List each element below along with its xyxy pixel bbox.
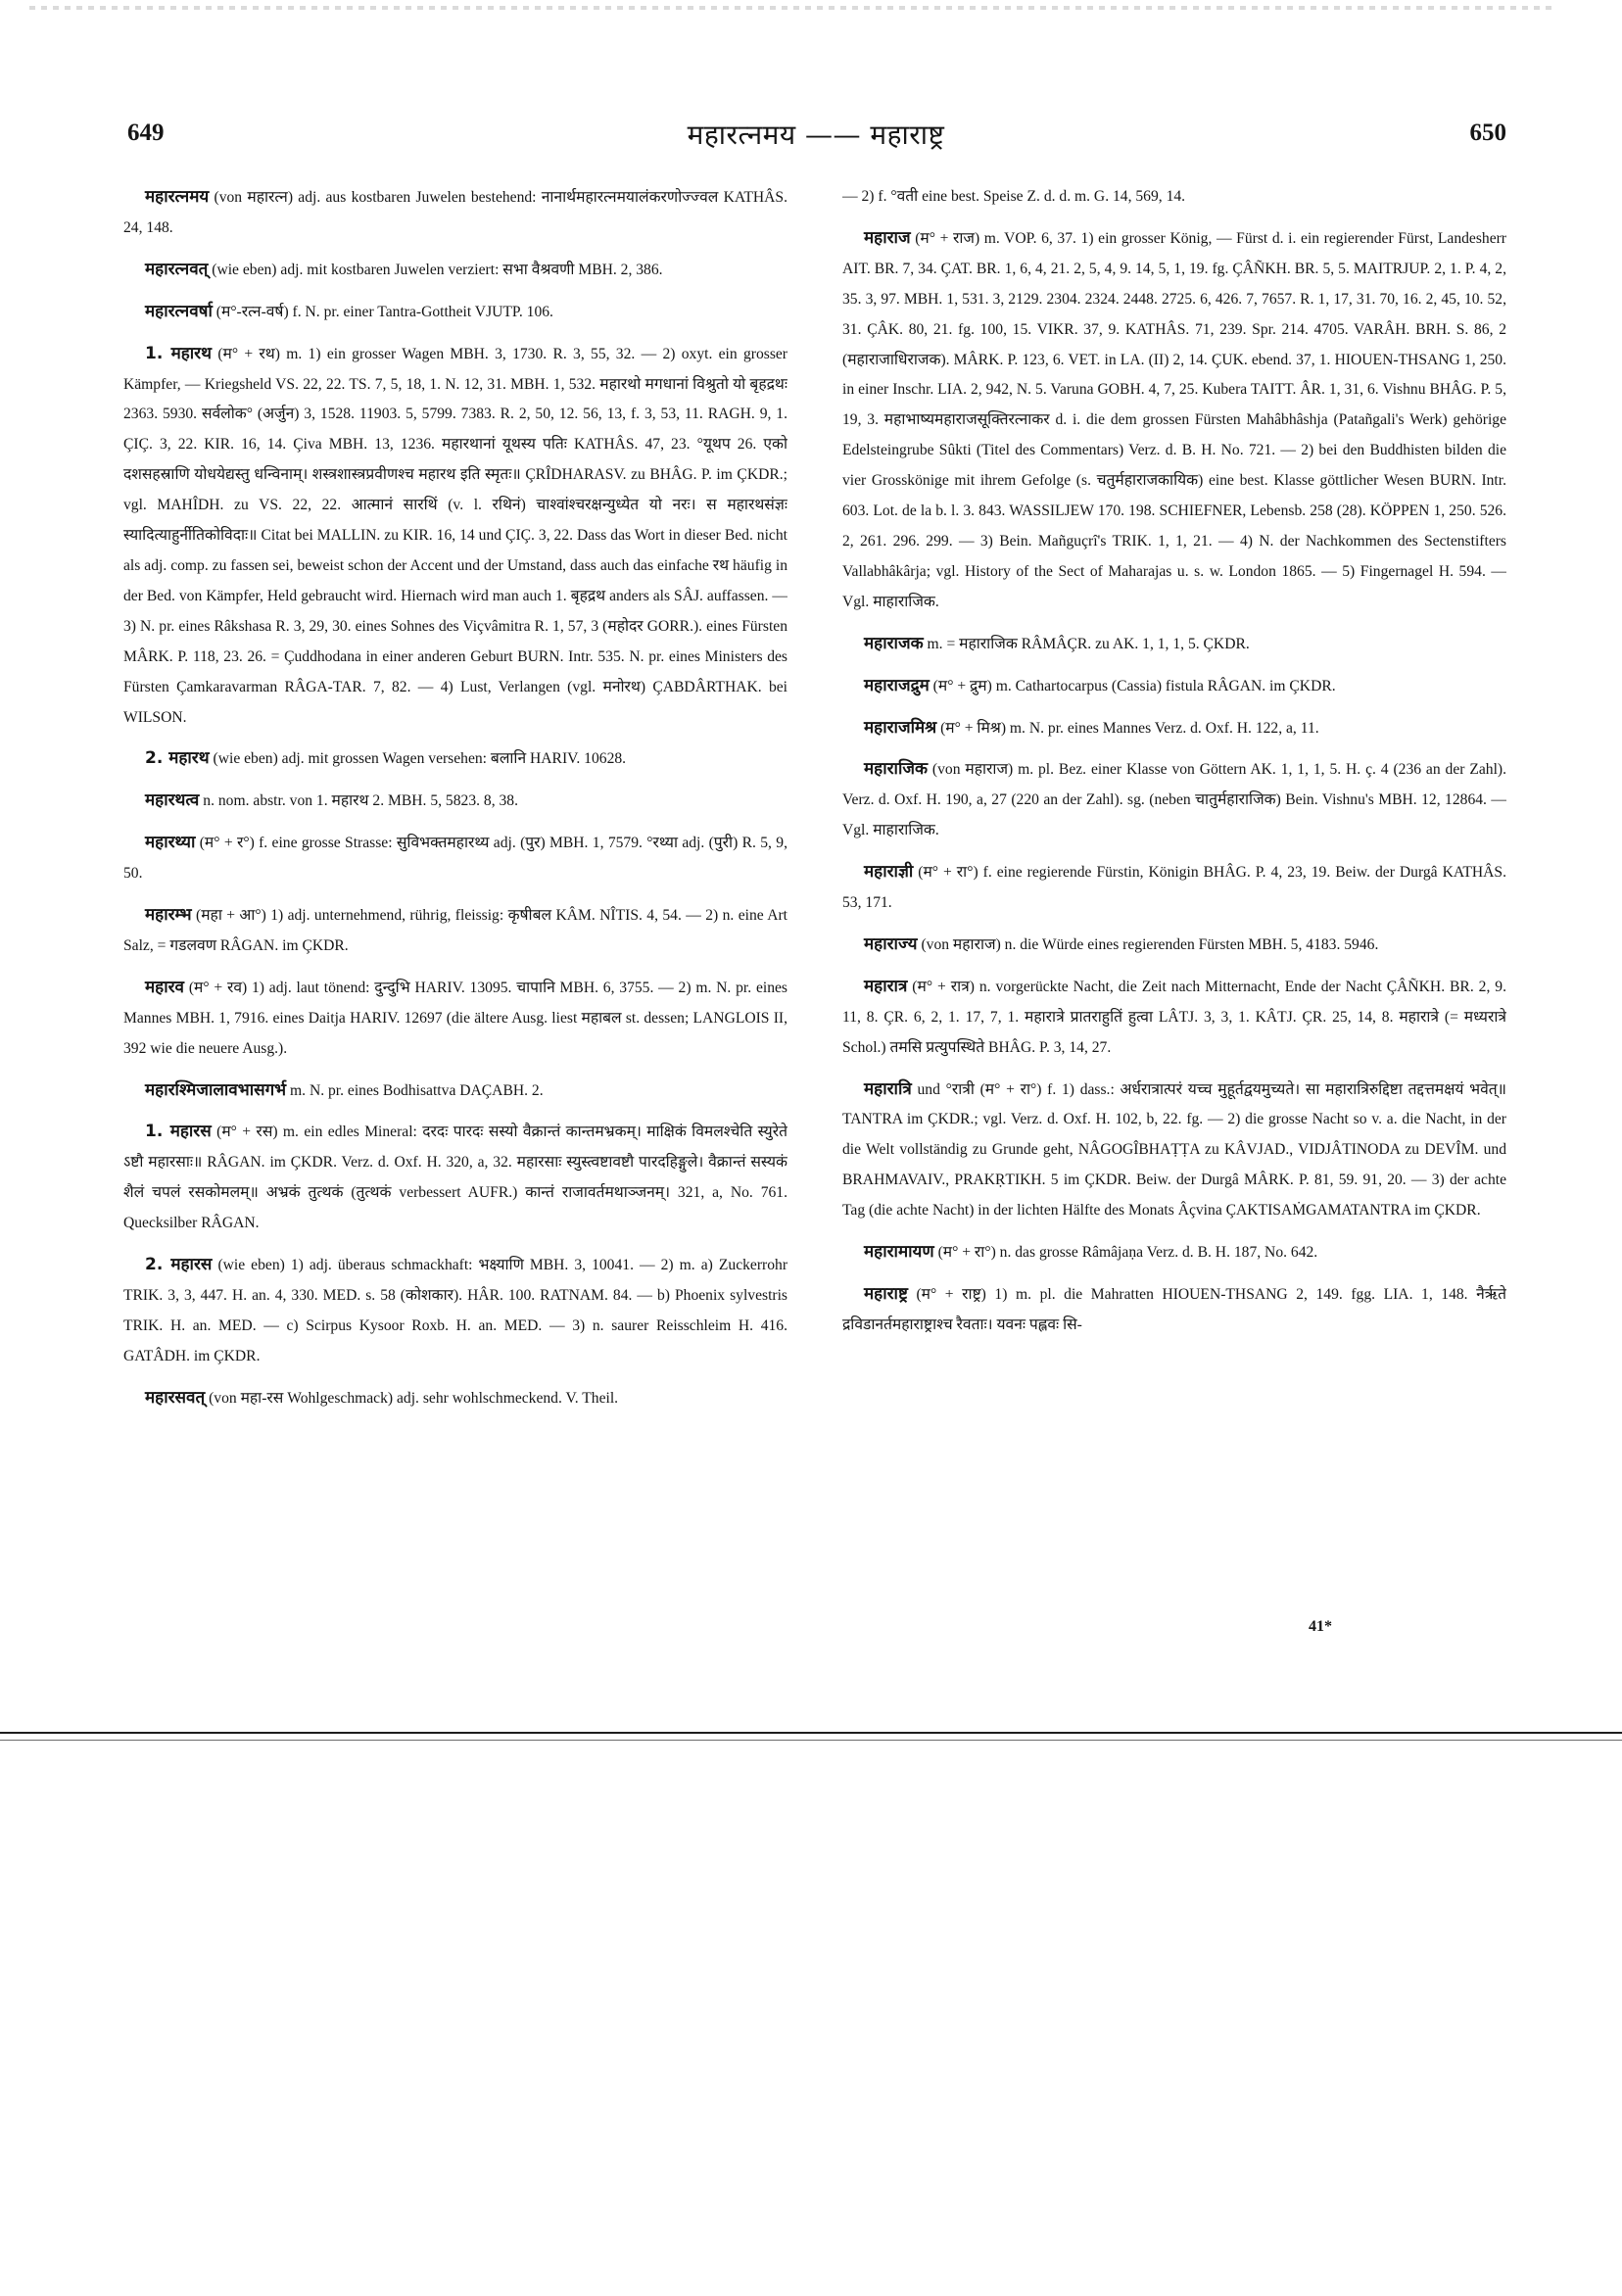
dictionary-entry [842,1237,1506,1268]
entry-lemma: महारव [145,977,185,997]
entry-text: (von महारत्न) adj. aus kostbaren Juwelen bestehend: नानार्थमहारत्नमयालंकरणोज्ज्वल KATHÂS. 24, 148. [123,189,787,236]
right-column [842,182,1506,1671]
entry-lemma: महारत्नवर्षा [145,301,213,321]
dictionary-entry [123,786,787,817]
page-number-right: 650 [1469,120,1506,146]
entry-text: (महा + आ°) 1) adj. unternehmend, rührig, fleissig: कृषीबल KÂM. NÎTIS. 4, 54. — 2) n. eine Art Salz, = गडलवण RÂGAN. im ÇKDR. [123,907,787,954]
entry-text: (म° + रव) 1) adj. laut tönend: दुन्दुभि HARIV. 13095. चापानि MBH. 6, 3755. — 2) m. N. pr. eines Mannes MBH. 1, 7916. eines Daitja HARIV. 12697 (die ältere Ausg. liest महाबल st. dessen; LANGLOIS II, 392 wie die neuere Ausg.). [123,979,787,1057]
dictionary-entry [123,1250,787,1372]
dictionary-entry [123,1117,787,1239]
entry-text: (म° + रस) m. ein edles Mineral: दरदः पारदः सस्यो वैक्रान्तं कान्तमभ्रकम्। माक्षिकं विमलश्चेति स्युरेते ऽष्टौ महारसाः॥ RÂGAN. im ÇKDR. Verz. d. Oxf. H. 320, a, 32. महारसाः स्युस्त्वष्टावष्टौ पारदहिङ्गुले। वैक्रान्तं सस्यकं शैलं चपलं रसकोमलम्॥ अभ्रकं तुत्थकं (तुत्थकं verbessert AUFR.) कान्तं राजावर्तमथाञ्जनम्। 321, a, No. 761. Quecksilber RÂGAN. [123,1124,787,1232]
entry-text: (म° + रा°) f. eine regierende Fürstin, Königin BHÂG. P. 4, 23, 19. Beiw. der Durgâ KATHÂS. 53, 171. [842,864,1506,912]
entry-lemma: महारात्रि [864,1078,912,1099]
dictionary-entry [123,743,787,775]
entry-text: (म° + रा°) n. das grosse Râmâjaṇa Verz. d. B. H. 187, No. 642. [937,1244,1318,1262]
dictionary-entry [123,339,787,734]
dictionary-entry [123,828,787,889]
dictionary-entry [842,1075,1506,1227]
entry-text: (wie eben) 1) adj. überaus schmackhaft: भक्ष्याणि MBH. 3, 10041. — 2) m. a) Zuckerrohr TRIK. 3, 3, 447. H. an. 4, 330. MED. s. 58 (कोशकार). HÂR. 100. RATNAM. 84. — b) Phoenix sylvestris TRIK. H. an. MED. — c) Scirpus Kysoor Roxb. H. an. MED. — 3) n. saurer Reisschleim H. 416. GATÂDH. im ÇKDR. [123,1257,787,1364]
dictionary-entry [842,930,1506,961]
entry-lemma: महारात्र [864,976,908,996]
entry-lemma: महाराष्ट्र [864,1284,908,1304]
entry-lemma: महारसवत् [145,1387,206,1408]
entry-lemma: महारथत्व [145,790,200,811]
dictionary-entry [123,297,787,328]
dictionary-entry [123,182,787,244]
dictionary-entry [123,1076,787,1107]
signature-mark: 41* [1309,1618,1332,1635]
entry-text: (wie eben) adj. mit grossen Wagen versehen: बलानि HARIV. 10628. [213,750,627,768]
dictionary-entry [123,255,787,286]
entry-text: (म° + राज) m. VOP. 6, 37. 1) ein grosser König, — Fürst d. i. ein regierender Fürst, Landesherr AIT. BR. 7, 34. ÇAT. BR. 1, 6, 4, 21. 2, 5, 4, 9. 14, 5, 1, 19. fg. ÇÂÑKH. BR. 5, 5. MAITRJUP. 2, 1. P. 4, 2, 35. 3, 97. MBH. 1, 531. 3, 2129. 2304. 2324. 2448. 2725. 6, 426. 7, 7657. R. 1, 17, 31. 70, 16. 2, 45, 10. 52, 31. ÇÂK. 80, 21. fg. 100, 15. VIKR. 37, 9. KATHÂS. 71, 239. Spr. 214. 4705. VARÂH. BRH. S. 86, 2 (महाराजाधिराजक). MÂRK. P. 123, 6. VET. in LA. (II) 2, 14. ÇUK. ebend. 37, 1. HIOUEN-THSANG 1, 250. in einer Inschr. LIA. 2, 942, N. 5. Varuna GOBH. 4, 7, 25. Kubera TAITT. ÂR. 1, 31, 6. Vishnu BHÂG. P. 5, 19, 3. महाभाष्यमहाराजसूक्तिरत्नाकर d. i. die dem grossen Fürsten Mahâbhâshja (Patañgali's Werk) gehörige Edelsteingrube Sûkti (Titel des Commentars) Verz. d. B. H. No. 721. — 2) bei den Buddhisten bilden die vier Grosskönige mit ihrem Gefolge (s. चतुर्महाराजकायिक) eine best. Klasse göttlicher Wesen BURN. Intr. 603. Lot. de la b. l. 3. 843. WASSILJEW 170. 198. SCHIEFNER, Lebensb. 258 (28). KÖPPEN 1, 250. 526. 2, 261. 296. 299. — 3) Bein. Mañguçrî's TRIK. 1, 1, 21. — 4) N. der Nachkommen des Sectenstifters Vallabhâkârja; vgl. History of the Sect of Maharajas u. s. w. London 1865. — 5) Fingernagel H. 594. — Vgl. माहाराजिक. [842,229,1506,610]
dictionary-entry [842,223,1506,618]
entry-text: n. nom. abstr. von 1. महारथ 2. MBH. 5, 5823. 8, 38. [203,792,518,810]
entry-text: (म° + राष्ट्र) 1) m. pl. die Mahratten HIOUEN-THSANG 2, 149. fgg. LIA. 1, 148. नैर्ऋते द्रविडानर्तमहाराष्ट्राश्च रैवताः। यवनः पह्लवः सि- [842,1286,1506,1333]
dictionary-entry [123,973,787,1065]
entry-text: (म°-रत्न-वर्ष) f. N. pr. einer Tantra-Gottheit VJUTP. 106. [215,303,553,320]
dictionary-entry [842,972,1506,1064]
bottom-rule [0,1732,1622,1734]
left-column [123,182,787,1671]
entry-lemma: महारश्मिजालावभासगर्भ [145,1079,287,1100]
entry-lemma: महाराजमिश्र [864,717,937,738]
entry-text: m. = महाराजिक RÂMÂÇR. zu AK. 1, 1, 1, 5. ÇKDR. [927,635,1250,652]
entry-lemma: 1. महारस [145,1122,212,1142]
entry-text: (wie eben) adj. mit kostbaren Juwelen verziert: सभा वैश्रवणी MBH. 2, 386. [212,261,663,278]
entry-text: (von महा-रस Wohlgeschmack) adj. sehr wohlschmeckend. V. Theil. [209,1389,619,1407]
dictionary-entry [123,1383,787,1414]
dictionary-entry [123,900,787,962]
entry-lemma: महाराजद्रुम [864,675,930,695]
entry-text: m. N. pr. eines Bodhisattva DAÇABH. 2. [290,1081,544,1099]
entry-lemma: 2. महारथ [145,748,210,769]
bottom-rule-thin [0,1740,1622,1741]
entry-lemma: महाराजिक [864,759,929,780]
dictionary-entry [842,713,1506,744]
entry-lemma: महारथ्या [145,833,196,853]
entry-lemma: महारत्नवत् [145,259,209,279]
entry-text: — 2) f. °वती eine best. Speise Z. d. d. m. G. 14, 569, 14. [842,188,1186,205]
page-header [125,116,1506,159]
entry-lemma: महारामायण [864,1242,934,1263]
entry-text: (von महाराज) n. die Würde eines regierenden Fürsten MBH. 5, 4183. 5946. [921,935,1379,953]
entry-lemma: महाराज [864,227,911,248]
dictionary-entry [842,182,1506,213]
entry-lemma: महारत्नमय [145,187,210,207]
running-head: महारत्नमय —— महाराष्ट्र [687,119,945,151]
entry-lemma: महाराज्ञी [864,862,914,883]
page-number-left: 649 [127,120,165,146]
entry-lemma: महारम्भ [145,905,192,926]
dictionary-entry [842,857,1506,919]
entry-text: (म° + रथ) m. 1) ein grosser Wagen MBH. 3, 1730. R. 3, 55, 32. — 2) oxyt. ein grosser Kämpfer, — Kriegsheld VS. 22, 22. TS. 7, 5, 18, 1. N. 12, 31. MBH. 1, 532. महारथो मगधानां विश्रुतो यो बृहद्रथः 2363. 5930. सर्वलोक° (अर्जुन) 3, 1528. 11903. 5, 5799. 7383. R. 2, 50, 12. 56, 13, f. 3, 53, 11. RAGH. 9, 1. ÇIÇ. 3, 22. KIR. 16, 14. Çiva MBH. 13, 1236. महारथानां यूथस्य पतिः KATHÂS. 47, 23. °यूथप 26. एको दशसहस्राणि योधयेद्यस्तु धन्विनाम्। शस्त्रशास्त्रप्रवीणश्च महारथ इति स्मृतः॥ ÇRÎDHARASV. zu BHÂG. P. im ÇKDR.; vgl. MAHÎDH. zu VS. 22, 22. आत्मानं सारथिं (v. l. रथिनं) चाश्वांश्चरक्षन्युध्येत यो नरः। स महारथसंज्ञः स्यादित्याहुर्नीतिकोविदाः॥ Citat bei MALLIN. zu KIR. 16, 14 und ÇIÇ. 3, 22. Dass das Wort in dieser Bed. nicht als adj. comp. zu fassen sei, beweist schon der Accent und der Umstand, dass auch das einfache रथ häufig in der Bed. von Kämpfer, Held gebraucht wird. Hiernach wird man auch 1. बृहद्रथ anders als SÂJ. auffassen. — 3) N. pr. eines Râkshasa R. 3, 29, 30. eines Sohnes des Viçvâmitra R. 1, 57, 3 (महोदर GORR.). eines Fürsten MÂRK. P. 118, 23. 26. = Çuddhodana in einer anderen Geburt BURN. Intr. 535. N. pr. eines Ministers des Fürsten Çamkaravarman RÂGA-TAR. 7, 82. — 4) Lust, Verlangen (vgl. मनोरथ) ÇABDÂRTHAK. bei WILSON. [123,345,787,726]
entry-lemma: 1. महारथ [145,343,213,363]
scan-edge-artifact [29,6,1557,10]
dictionary-entry [842,629,1506,660]
dictionary-entry [842,1279,1506,1341]
entry-text: (म° + र°) f. eine grosse Strasse: सुविभक्तमहारथ्य adj. (पुर) MBH. 1, 7579. °रथ्या adj. (पुरी) R. 5, 9, 50. [123,835,787,883]
dictionary-entry [842,754,1506,846]
entry-text: (म° + रात्र) n. vorgerückte Nacht, die Zeit nach Mitternacht, Ende der Nacht ÇÂÑKH. BR. 2, 9. 11, 8. ÇR. 6, 2, 1. 17, 7, 1. महारात्रे प्रातराहुतिं हुत्वा LÂTJ. 3, 3, 1. KÂTJ. ÇR. 25, 14, 8. महारात्रे (= मध्यरात्रे Schol.) तमसि प्रत्युपस्थिते BHÂG. P. 3, 14, 27. [842,978,1506,1056]
entry-text: (म° + द्रुम) m. Cathartocarpus (Cassia) fistula RÂGAN. im ÇKDR. [932,677,1336,694]
entry-lemma: महाराज्य [864,933,918,954]
entry-text: und °रात्री (म° + रा°) f. 1) dass.: अर्धरात्रात्परं यच्च मुहूर्तद्वयमुच्यते। सा महारात्रिरुद्दिष्टा तद्दत्तमक्षयं भवेत्॥ TANTRA im ÇKDR.; vgl. Verz. d. Oxf. H. 102, b, 22. fg. — 2) die grosse Nacht so v. a. die Nacht, in der die Welt vollständig zu Grunde geht, NÂGOGÎBHAṬṬA zu KÂVJAD., VIDJÂTINODA zu DEVÎM. und BRAHMAVAIV., PRAKṚTIKH. 5 im ÇKDR. Beiw. der Durgâ MÂRK. P. 81, 59. 91, 20. — 3) der achte Tag (die achte Nacht) in der lichten Hälfte des Monats Âçvina ÇAKTISAṀGAMATANTRA im ÇKDR. [842,1080,1506,1220]
dictionary-entry [842,671,1506,702]
entry-lemma: महाराजक [864,633,924,653]
entry-lemma: 2. महारस [145,1255,213,1275]
entry-text: (म° + मिश्र) m. N. pr. eines Mannes Verz. d. Oxf. H. 122, a, 11. [940,719,1319,737]
entry-text: (von महाराज) m. pl. Bez. einer Klasse von Göttern AK. 1, 1, 1, 5. H. ç. 4 (236 an der Zahl). Verz. d. Oxf. H. 190, a, 27 (220 an der Zahl). sg. (neben चातुर्महाराजिक) Bein. Vishnu's MBH. 12, 12864. — Vgl. माहाराजिक. [842,761,1506,839]
